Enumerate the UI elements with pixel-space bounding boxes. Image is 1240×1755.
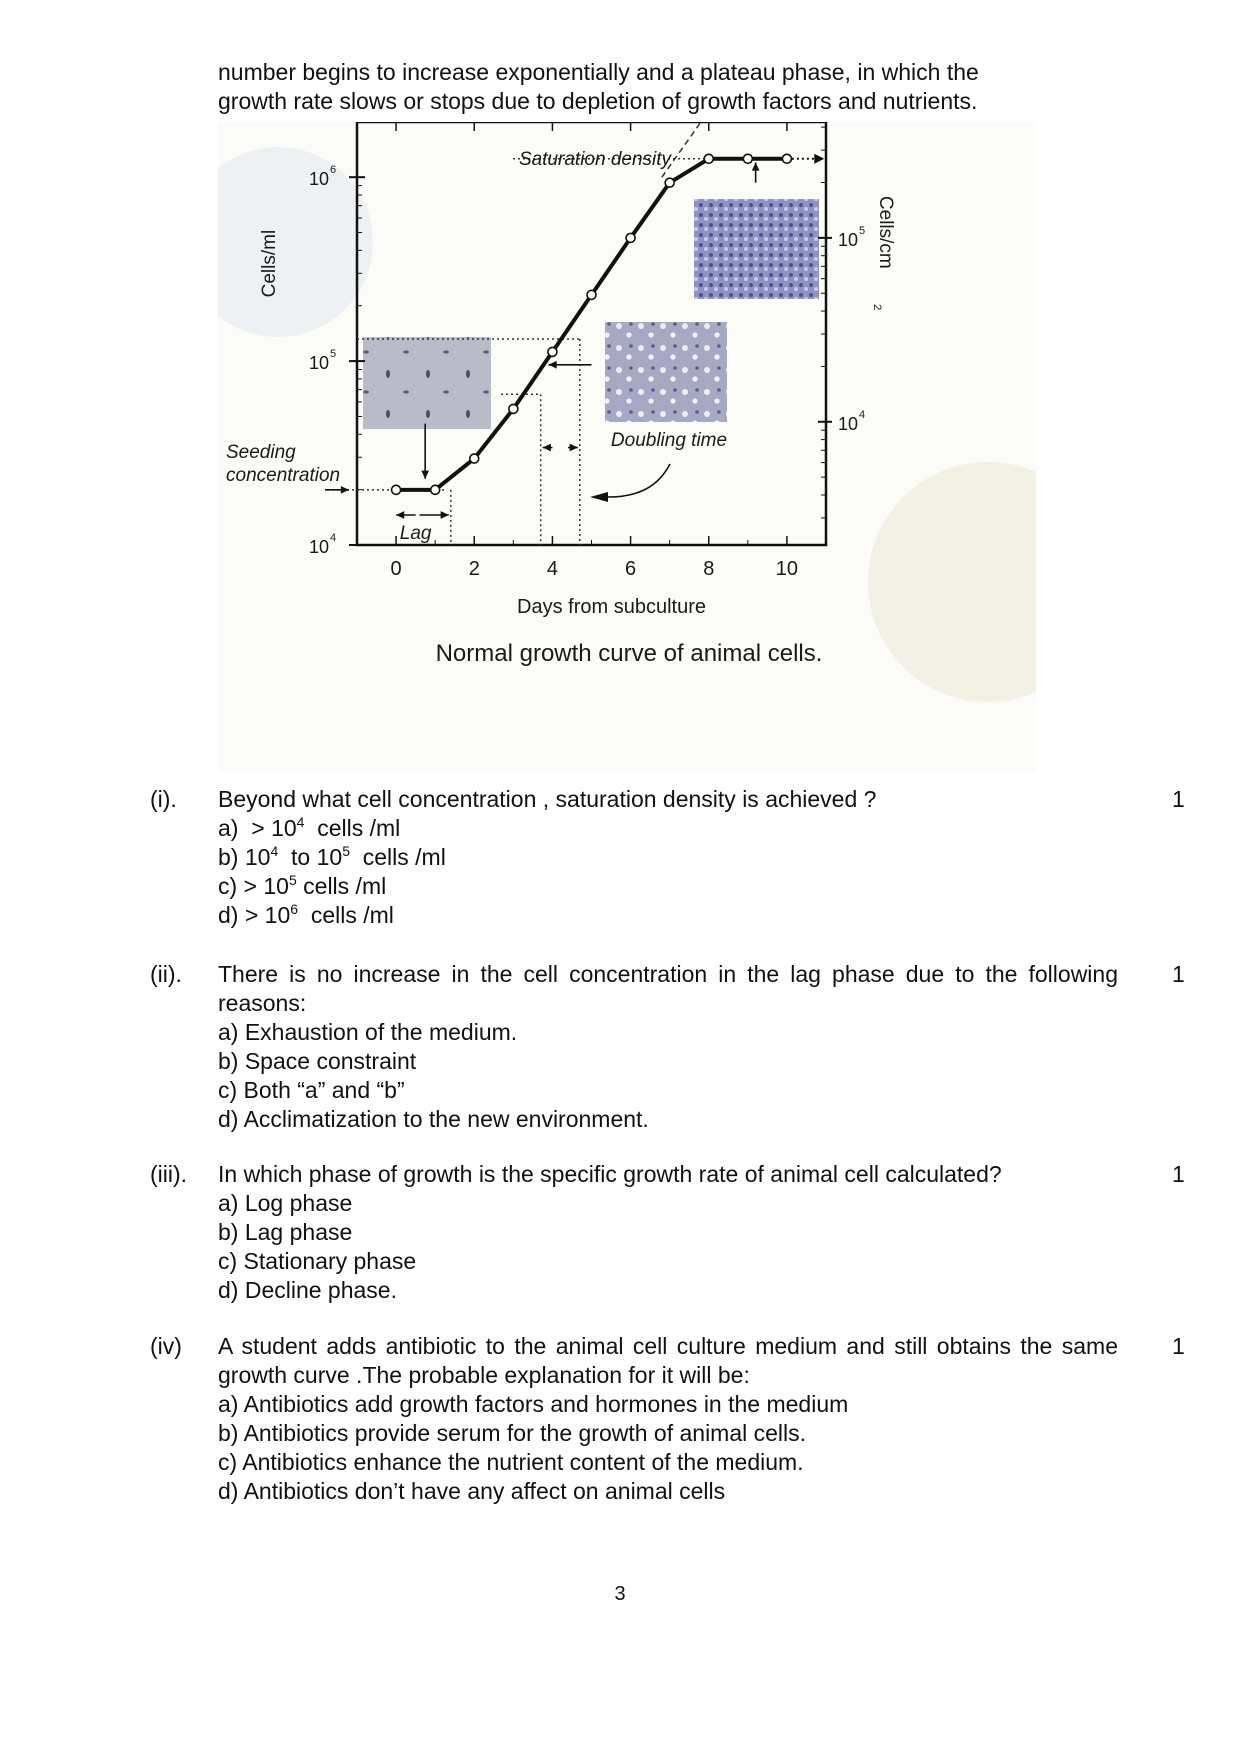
y-right-tick-base: 10	[838, 229, 859, 250]
seeding-label-line-2: concentration	[226, 465, 341, 486]
y-left-tick-base: 10	[309, 353, 330, 374]
exponent: 5	[288, 872, 297, 888]
data-point	[665, 178, 674, 187]
micrograph-low-density	[363, 337, 491, 429]
option-text: d) >	[218, 902, 265, 928]
answer-option: b) Lag phase	[218, 1219, 353, 1245]
option-text: b)	[218, 844, 245, 870]
answer-option: d) Decline phase.	[218, 1277, 397, 1303]
answer-option	[218, 872, 1118, 901]
option-text: cells /ml	[349, 844, 446, 870]
x-tick-label: 6	[625, 558, 637, 580]
y-left-tick-base: 10	[309, 537, 330, 557]
answer-option: d) Acclimatization to the new environment.	[218, 1106, 649, 1132]
figure-caption: Normal growth curve of animal cells.	[435, 640, 823, 667]
y-axis-label-right-sup: 2	[871, 304, 883, 311]
exponent: 6	[290, 901, 299, 917]
y-left-tick-exp: 6	[330, 164, 337, 177]
option-text: 10	[316, 844, 343, 870]
question-stem: A student adds antibiotic to the animal cell culture medium and still obtains the same growth curve .The probable explanation for it will be:	[218, 1333, 1118, 1388]
intro-line-2: growth rate slows or stops due to depletion of growth factors and nutrients.	[218, 88, 978, 114]
question-number: (ii).	[150, 961, 182, 987]
data-point	[392, 485, 401, 494]
answer-option: a) Log phase	[218, 1190, 353, 1216]
option-text: c) >	[218, 873, 264, 899]
y-right-tick-exp: 4	[859, 408, 866, 421]
answer-option: c) Stationary phase	[218, 1248, 417, 1274]
question-stem: In which phase of growth is the specific growth rate of animal cell calculated?	[218, 1161, 1002, 1187]
question-body	[218, 785, 1118, 930]
y-left-tick-base: 10	[309, 169, 330, 190]
answer-option: b) Space constraint	[218, 1048, 417, 1074]
x-tick-label: 4	[546, 558, 558, 580]
micrograph-mid-density	[605, 322, 727, 422]
x-tick-label: 0	[390, 558, 402, 580]
answer-option	[218, 814, 1118, 843]
option-text: cells /ml	[304, 815, 401, 841]
option-text: a) >	[218, 815, 272, 841]
option-text: to	[278, 844, 317, 870]
question-marks: 1	[1172, 1161, 1185, 1187]
option-text: 10	[244, 844, 271, 870]
question-marks: 1	[1172, 961, 1185, 987]
question-body	[218, 1160, 1118, 1305]
answer-option: a) Antibiotics add growth factors and hormones in the medium	[218, 1391, 849, 1417]
question-marks: 1	[1172, 1333, 1185, 1359]
data-point	[704, 154, 713, 163]
y-axis-label-right: Cells/cm	[875, 195, 896, 269]
intro-paragraph	[218, 58, 1118, 116]
answer-option: c) Both “a” and “b”	[218, 1077, 405, 1103]
question-number: (iii).	[150, 1161, 188, 1187]
answer-option: b) Antibiotics provide serum for the growth of animal cells.	[218, 1420, 807, 1446]
saturation-density-label: Saturation density	[518, 149, 672, 170]
y-right-tick-base: 10	[838, 413, 859, 434]
question-marks: 1	[1172, 786, 1185, 812]
lag-label: Lag	[399, 523, 432, 544]
data-point	[470, 454, 479, 463]
question-number: (i).	[150, 786, 177, 812]
data-point	[548, 347, 557, 356]
question-number: (iv)	[150, 1333, 182, 1359]
question-body	[218, 1332, 1118, 1506]
seeding-label-line-1: Seeding	[226, 442, 296, 463]
answer-option	[218, 901, 1118, 930]
option-text: 10	[264, 902, 291, 928]
intro-line-1: number begins to increase exponentially and a plateau phase, in which the	[218, 59, 979, 85]
y-right-tick-exp: 5	[859, 224, 866, 237]
y-left-tick-exp: 5	[330, 348, 337, 361]
x-tick-label: 2	[468, 558, 480, 580]
data-point	[743, 154, 752, 163]
question-stem: Beyond what cell concentration , saturation density is achieved ?	[218, 786, 877, 812]
option-text: 10	[271, 815, 297, 841]
exponent: 4	[296, 814, 305, 830]
x-tick-label: 10	[775, 558, 799, 580]
doubling-time-label: Doubling time	[610, 430, 728, 451]
exponent: 4	[270, 843, 279, 859]
option-text: cells /ml	[296, 873, 387, 899]
micrograph-high-density	[694, 199, 819, 299]
data-point	[782, 154, 791, 163]
question-stem: There is no increase in the cell concentration in the lag phase due to the following reasons:	[218, 961, 1118, 1016]
x-tick-label: 8	[703, 558, 715, 580]
answer-option	[218, 843, 1118, 872]
data-point	[431, 485, 440, 494]
x-axis-label: Days from subculture	[517, 596, 706, 618]
data-point	[626, 233, 635, 242]
answer-option: a) Exhaustion of the medium.	[218, 1019, 518, 1045]
page-number: 3	[614, 1583, 626, 1605]
question-body	[218, 960, 1118, 1134]
answer-option: c) Antibiotics enhance the nutrient content of the medium.	[218, 1449, 804, 1475]
answer-option: d) Antibiotics don’t have any affect on animal cells	[218, 1478, 726, 1504]
data-point	[587, 290, 596, 299]
exponent: 5	[342, 843, 350, 859]
growth-curve-figure	[218, 122, 1036, 772]
data-point	[509, 404, 518, 413]
option-text: cells /ml	[298, 902, 394, 928]
growth-curve-chart	[218, 122, 1036, 772]
y-left-tick-exp: 4	[330, 532, 337, 544]
y-axis-label-left: Cells/ml	[259, 229, 280, 298]
option-text: 10	[263, 873, 289, 899]
